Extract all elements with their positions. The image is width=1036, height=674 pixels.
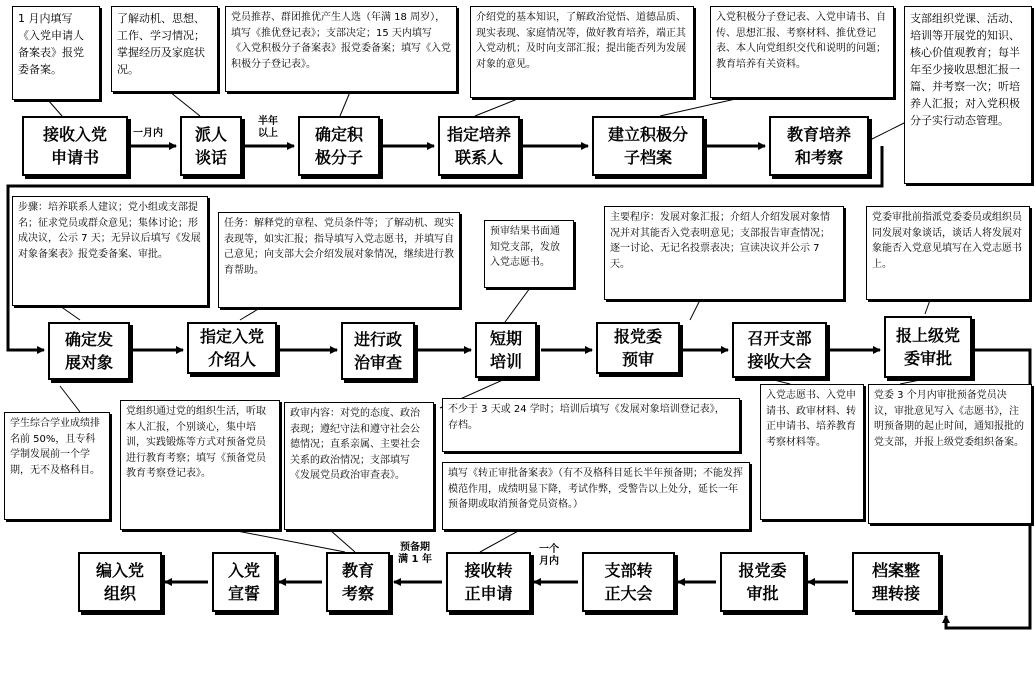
label-over-half-year: 半年 以上 <box>258 116 278 139</box>
leader-n11 <box>925 300 930 314</box>
leader-n5 <box>660 98 740 116</box>
step-committee-approval: 报党委 审批 <box>720 552 805 612</box>
step-confirm-candidate: 确定发 展对象 <box>48 322 130 380</box>
leader-n10 <box>690 300 700 320</box>
note-approval-talk: 党委审批前指派党委委员或组织员同发展对象谈话，谈话人将发展对象能否入党意见填写在入党志愿书上。 <box>866 206 1030 300</box>
note-cultivator-duties: 介绍党的基本知识，了解政治觉悟、道德品质、现实表现、家庭情况等，做好教育培养，端正其入党动机；及时向支部汇报；提出能否列为发展对象的意见。 <box>470 6 694 98</box>
step-short-training: 短期 培训 <box>475 322 537 378</box>
note-probation-education: 党组织通过党的组织生活，听取本人汇报，个别谈心，集中培训，实践锻炼等方式对预备党员进行教育考察；填写《预备党员教育考察登记表》。 <box>120 400 280 530</box>
step-assign-talk: 派人 谈话 <box>180 116 242 176</box>
label-within-one-month: 一月内 <box>133 128 163 139</box>
step-education-training: 教育培养 和考察 <box>769 116 869 176</box>
label-within-one-month-2: 一个 月内 <box>539 544 559 567</box>
note-committee-approval: 党委 3 个月内审批预备党员决议，审批意见写入《志愿书》，注明预备期的起止时间，通知报批的党支部，并报上级党委组织备案。 <box>868 384 1032 524</box>
note-introducer-tasks: 任务：解释党的章程、党员条件等；了解动机、现实表现等，如实汇报；指导填写入党志愿书，并填写自己意见；向支部大会介绍发展对象情况，继续进行教育帮助。 <box>218 212 460 308</box>
step-assign-cultivator: 指定培养 联系人 <box>438 116 520 176</box>
note-pre-review-result: 预审结果书面通知党支部，发放入党志愿书。 <box>484 220 574 288</box>
note-apply-record: 1 月内填写《入党申请人备案表》报党委备案。 <box>12 6 100 100</box>
note-talk-content: 了解动机、思想、工作、学习情况；掌握经历及家庭状况。 <box>111 6 218 92</box>
step-receive-regularization: 接收转 正申请 <box>446 552 531 612</box>
note-determine-steps: 步骤：培养联系人建议；党小组或支部提名；征求党员或群众意见；集体讨论；形成决议，公示 7 天；无异议后填写《发展对象备案表》报党委备案、审批。 <box>12 196 208 306</box>
step-committee-prereview: 报党委 预审 <box>596 322 680 374</box>
leader-n8 <box>240 308 260 320</box>
note-activist-selection: 党员推荐、群团推优产生人选（年满 18 周岁），填写《推优登记表》；支部决定；15 天内填写《入党积极分子备案表》报党委备案；填写《入党积极分子登记表》。 <box>225 6 457 92</box>
leader-n3 <box>340 92 350 116</box>
leader-n9 <box>505 288 530 322</box>
note-regularization-record: 填写《转正审批备案表》（有不及格科目延长半年预备期；不能发挥模范作用，成绩明显下降，考试作弊，受警告以上处分，延长一年预备期或取消预备党员资格。） <box>442 462 750 530</box>
note-approval-materials: 入党志愿书、入党申请书、政审材料、转正申请书、培养教育考察材料等。 <box>760 384 864 520</box>
step-receive-application: 接收入党 申请书 <box>22 116 128 176</box>
leader-n14 <box>330 530 355 552</box>
step-branch-meeting: 召开支部 接收大会 <box>732 322 827 378</box>
leader-n4 <box>475 98 520 116</box>
step-assign-introducer: 指定入党 介绍人 <box>187 322 277 374</box>
note-meeting-procedure: 主要程序：发展对象汇报；介绍人介绍发展对象情况并对其能否入党表明意见；支部报告审查情况；逐一讨论、无记名投票表决；宣读决议并公示 7 天。 <box>604 206 844 300</box>
leader-n18 <box>480 530 520 552</box>
leader-n13 <box>232 530 345 552</box>
note-training-hours: 不少于 3 天或 24 学时；培训后填写《发展对象培训登记表》，存档。 <box>442 398 740 452</box>
note-archive-materials: 入党积极分子登记表、入党申请书、自传、思想汇报、考察材料、推优登记表、本人向党组织交代和说明的问题；教育培养有关资料。 <box>710 6 894 98</box>
step-create-archive: 建立积极分 子档案 <box>592 116 704 176</box>
note-political-review-content: 政审内容：对党的态度、政治表现；遵纪守法和遵守社会公德情况；直系亲属、主要社会关系的政治情况；支部填写《发展党员政治审查表》。 <box>284 402 434 530</box>
note-academic-requirement: 学生综合学业成绩排名前 50%，且专科学制发展前一个学期，无不及格科目。 <box>4 412 110 520</box>
step-branch-regularization: 支部转 正大会 <box>582 552 675 612</box>
step-higher-approval: 报上级党 委审批 <box>884 316 972 378</box>
step-oath: 入党 宣誓 <box>212 552 276 612</box>
step-confirm-activist: 确定积 极分子 <box>298 116 380 176</box>
step-join-organization: 编入党 组织 <box>78 552 162 612</box>
step-political-review: 进行政 治审查 <box>341 322 415 380</box>
note-education-assessment: 支部组织党课、活动、培训等开展党的知识、核心价值观教育；每半年至少接收思想汇报一篇、并考察一次；听培养人汇报；对入党积极分子实行动态管理。 <box>904 6 1032 184</box>
step-education-inspection: 教育 考察 <box>326 552 390 612</box>
leader-n1 <box>48 100 62 116</box>
leader-n2 <box>170 92 200 116</box>
step-archive-transfer: 档案整 理转接 <box>852 552 940 612</box>
label-probation-one-year: 预备期 满 1 年 <box>398 542 432 565</box>
leader-n12 <box>60 386 80 412</box>
leader-n7 <box>60 306 80 320</box>
